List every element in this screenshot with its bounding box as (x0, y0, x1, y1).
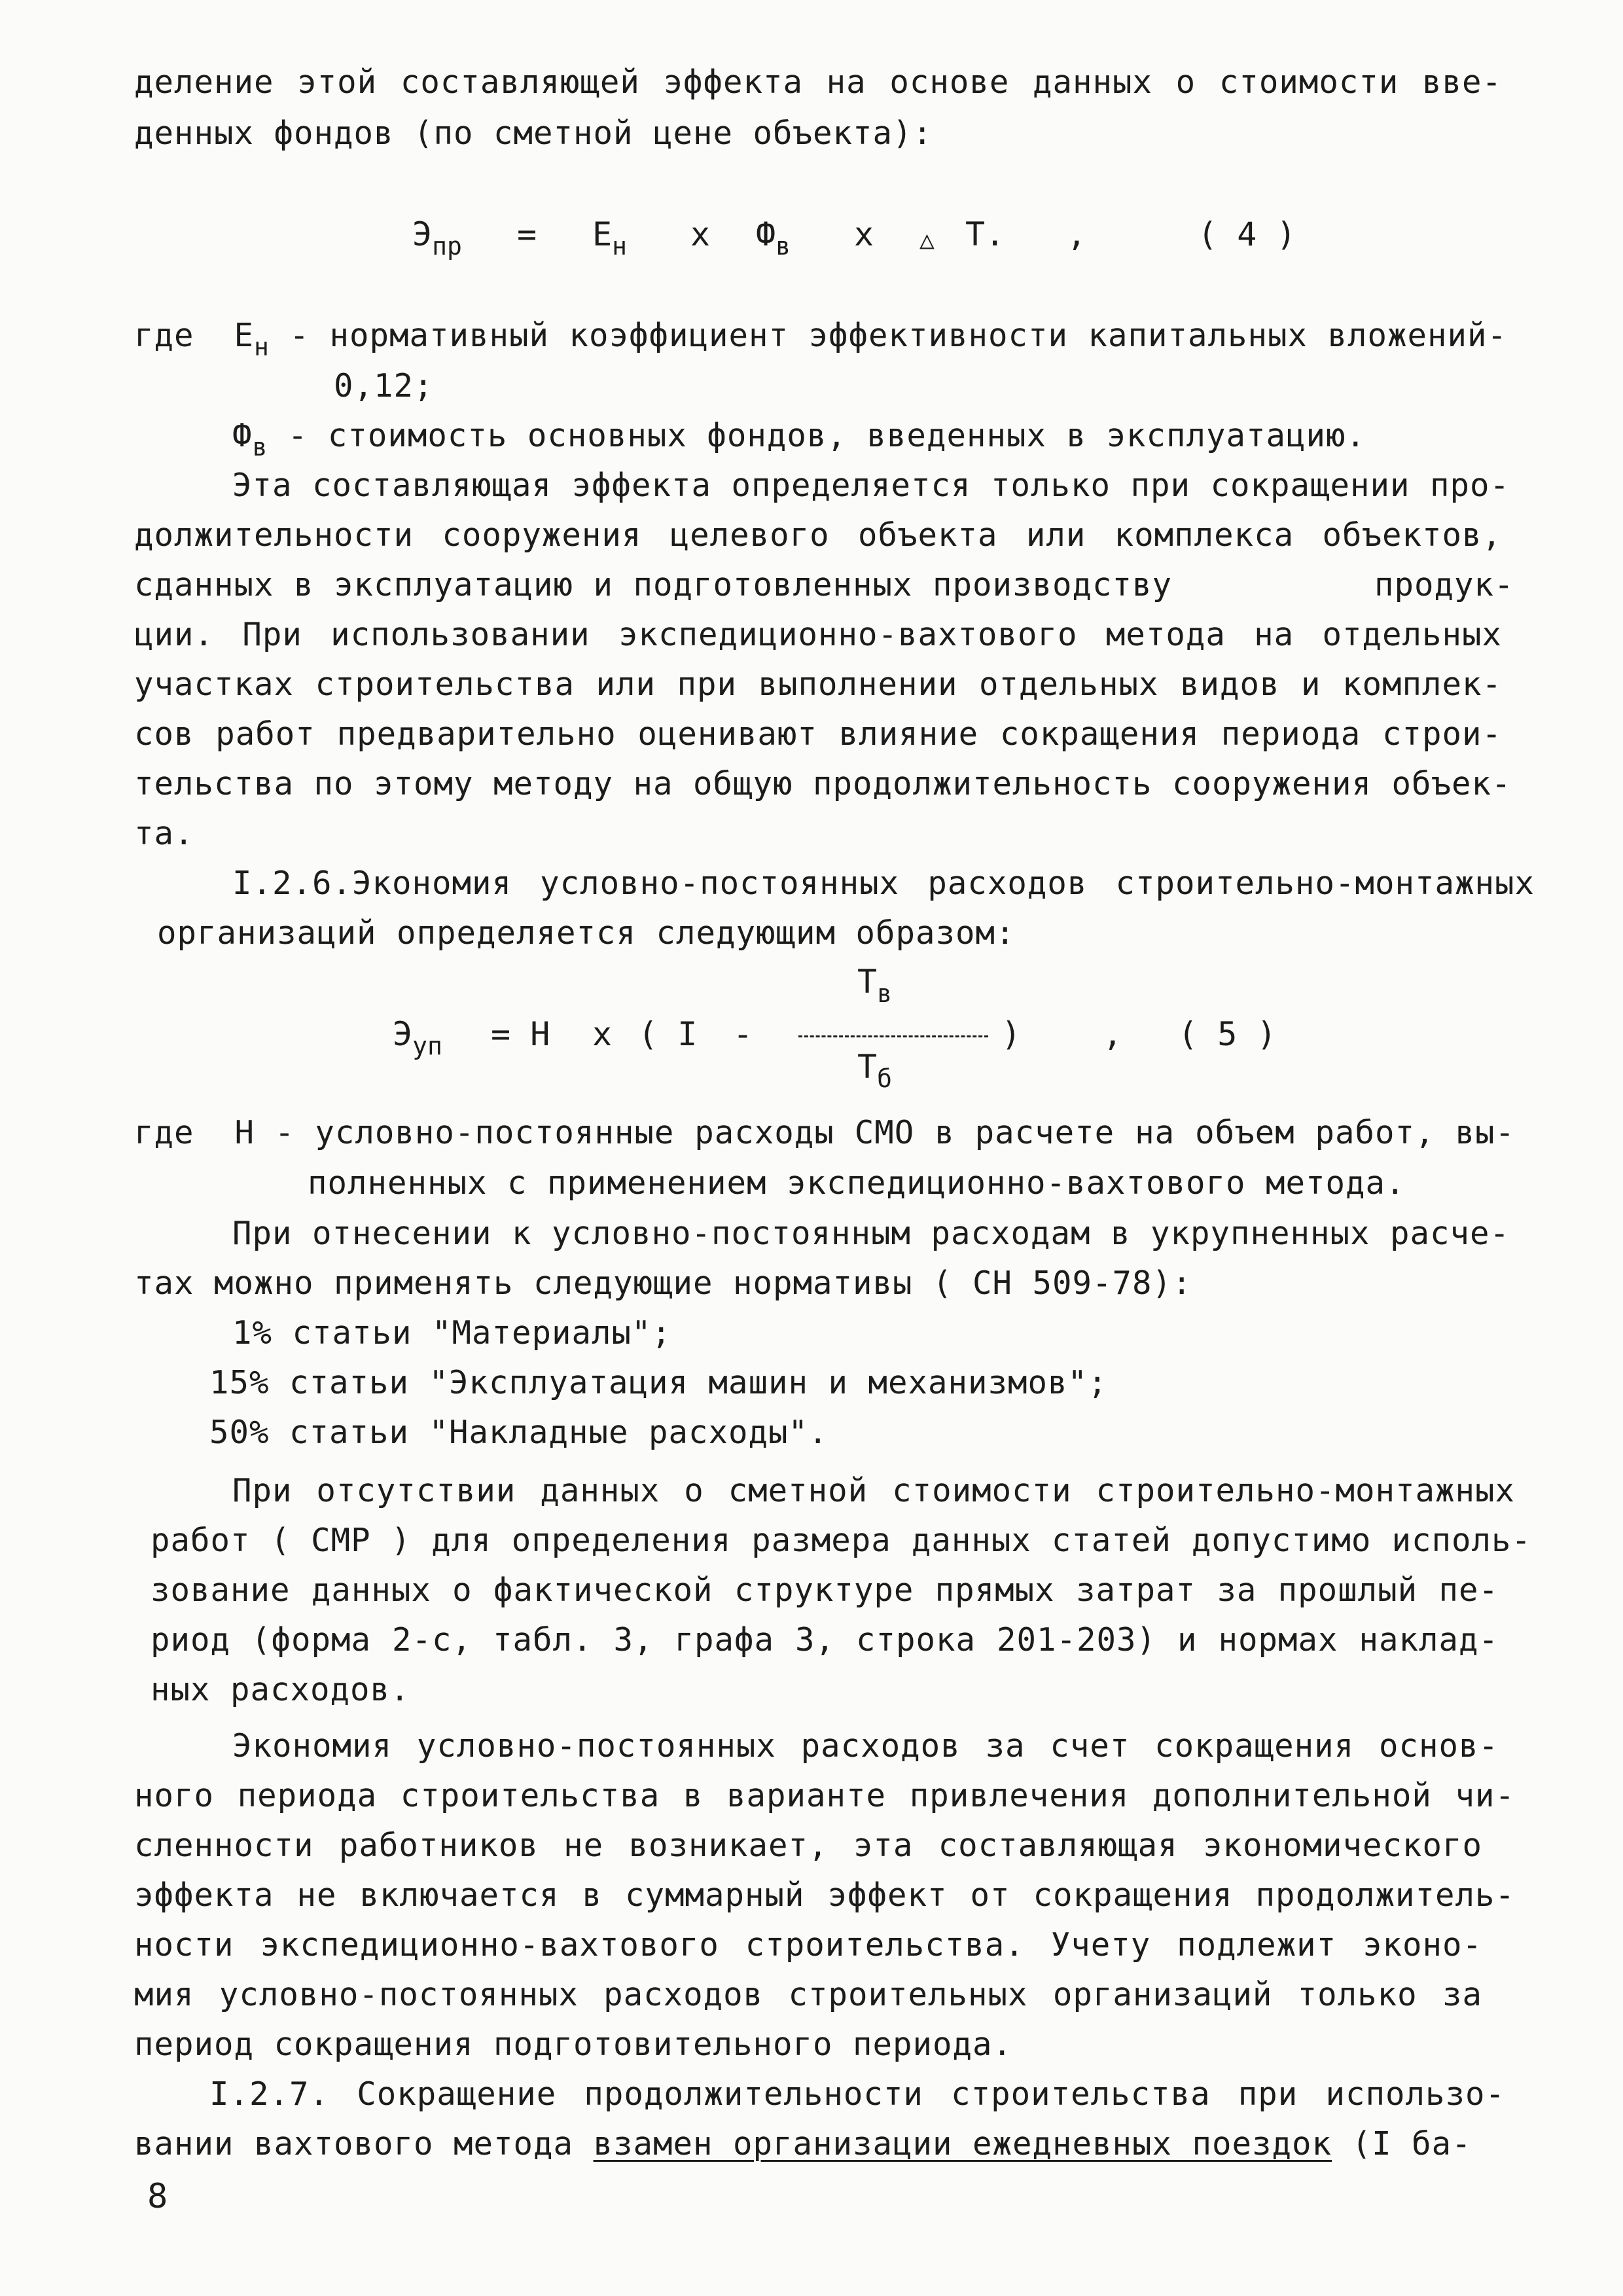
text-line: полненных с применением экспедиционно-вахтового метода. (308, 1164, 1406, 1202)
text-line: эффекта не включается в суммарный эффект от сокращения продолжитель- (134, 1876, 1515, 1914)
formula-number: ( 5 ) (1178, 1015, 1277, 1053)
formula-comma: , (1067, 215, 1087, 253)
formula-equals: = (517, 215, 537, 253)
text-line: мия условно-постоянных расходов строительных организаций только за (134, 1976, 1482, 2013)
text-line: I.2.6.Экономия условно-постоянных расходов строительно-монтажных (232, 865, 1535, 902)
text-line: участках строительства или при выполнении отдельных видов и комплек- (134, 666, 1502, 703)
delta-icon: △ (919, 225, 935, 254)
formula-times: х (854, 215, 874, 253)
text-line: тах можно применять следующие нормативы ( СН 509-78): (134, 1265, 1192, 1302)
text-line: денных фондов (по сметной цене объекта): (134, 115, 933, 152)
text-line: период сокращения подготовительного периода. (134, 2026, 1013, 2063)
formula-times: х (690, 215, 711, 253)
text-line: риод (форма 2-с, табл. 3, графа 3, строка 201-203) и нормах наклад- (151, 1621, 1499, 1659)
text-line: тельства по этому методу на общую продолжительность сооружения объек- (134, 765, 1512, 802)
page-number: 8 (147, 2177, 169, 2216)
text-line: $Ф_в$ - стоимость основных фондов, введенных в эксплуатацию. (232, 417, 1366, 461)
text-line: работ ( СМР ) для определения размера данных статей допустимо исполь- (151, 1522, 1531, 1559)
text-line: продук- (1374, 566, 1514, 603)
formula-number: ( 4 ) (1198, 215, 1296, 253)
formula-fv: $Ф_в$ (756, 215, 791, 260)
formula-t: Т. (965, 215, 1005, 253)
text-line: При отсутствии данных о сметной стоимости строительно-монтажных (232, 1472, 1515, 1509)
formula-minus: - (733, 1015, 753, 1053)
text-line: 15% статьи "Эксплуатация машин и механизмов"; (209, 1364, 1108, 1401)
text-line: зование данных о фактической структуре прямых затрат за прошлый пе- (151, 1571, 1499, 1609)
formula-paren-open: ( I (638, 1015, 698, 1053)
text-line: вании вахтового метода взамен организации ежедневных поездок (I ба- (134, 2125, 1472, 2162)
text-line: должительности сооружения целевого объекта или комплекса объектов, (134, 516, 1502, 554)
text-line: сленности работников не возникает, эта составляющая экономического (134, 1827, 1482, 1864)
formula-paren-close: ) (1001, 1015, 1022, 1053)
formula-lhs: $Э_{пр}$ (412, 215, 462, 260)
formula-comma: , (1103, 1015, 1123, 1053)
text-line: где $Е_н$ - нормативный коэффициент эффективности капитальных вложений- (134, 317, 1507, 361)
underlined-text: взамен организации ежедневных поездок (593, 2125, 1332, 2162)
text-line: ности экспедиционно-вахтового строительства. Учету подлежит эконо- (134, 1926, 1482, 1964)
text-line: деление этой составляющей эффекта на основе данных о стоимости вве- (134, 63, 1502, 101)
text-line: При отнесении к условно-постоянным расходам в укрупненных расче- (232, 1215, 1510, 1252)
text-line: та. (134, 815, 194, 852)
fraction-numerator: $Т_в$ (857, 963, 892, 1008)
text-line: ного периода строительства в варианте привлечения дополнительной чи- (134, 1777, 1515, 1814)
text-line: I.2.7. Сокращение продолжительности строительства при использо- (209, 2075, 1505, 2113)
fraction-denominator: $Т_б$ (857, 1048, 892, 1093)
text-line: сов работ предварительно оценивают влияние сокращения периода строи- (134, 715, 1502, 753)
text-line: ных расходов. (151, 1671, 410, 1708)
formula-equals-h: = Н (491, 1015, 550, 1053)
text-line: организаций определяется следующим образом: (157, 914, 1016, 952)
text-line: где Н - условно-постоянные расходы СМО в расчете на объем работ, вы- (134, 1114, 1515, 1151)
formula-lhs: $Э_{уп}$ (393, 1015, 442, 1060)
text-line: ции. При использовании экспедиционно-вахтового метода на отдельных (134, 616, 1502, 653)
formula-en: $Е_н$ (592, 215, 627, 260)
fraction-line (798, 1035, 988, 1037)
text-line: Экономия условно-постоянных расходов за счет сокращения основ- (232, 1727, 1499, 1765)
text-line: 50% статьи "Накладные расходы". (209, 1414, 829, 1451)
formula-times: х (592, 1015, 613, 1053)
text-line: 1% статьи "Материалы"; (232, 1314, 672, 1352)
text-line: сданных в эксплуатацию и подготовленных производству (134, 566, 1173, 603)
text-line: Эта составляющая эффекта определяется только при сокращении про- (232, 467, 1510, 504)
text-line: 0,12; (334, 367, 434, 404)
